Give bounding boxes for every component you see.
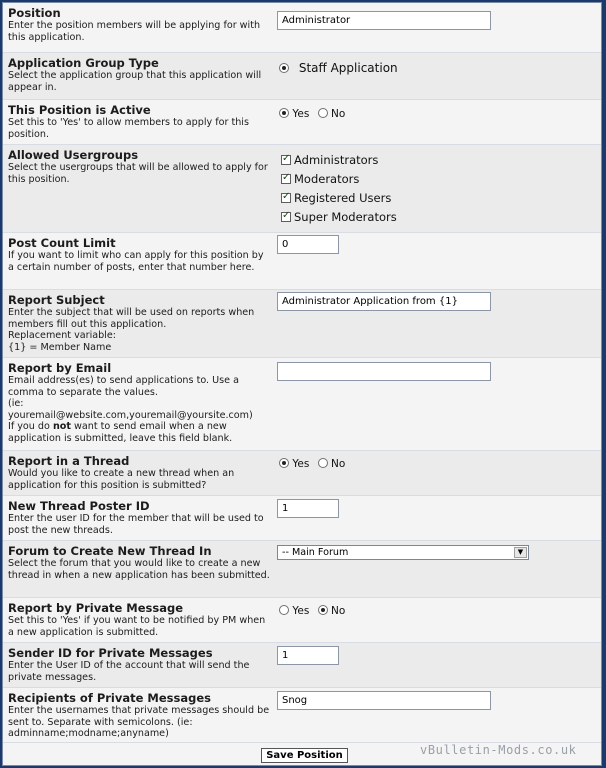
usergroup-administrators[interactable]: ✓Administrators — [281, 153, 378, 167]
row-thread-poster — [3, 496, 601, 541]
thread-poster-title: New Thread Poster ID — [8, 499, 150, 513]
active-yes-radio[interactable] — [279, 108, 289, 118]
report-pm-yes-label: Yes — [292, 605, 310, 617]
report-pm-no-radio[interactable] — [318, 605, 328, 615]
checkbox-icon[interactable] — [281, 193, 291, 203]
report-pm-desc: Set this to 'Yes' if you want to be notified by PM when a new application is submitted. — [8, 615, 266, 638]
pm-recipients-title: Recipients of Private Messages — [8, 691, 211, 705]
report-subject-variable-value: {1} = Member Name — [8, 341, 112, 353]
row-pm-recipients — [3, 688, 601, 743]
forum-desc: Select the forum that you would like to create a new thread in when a new application has been submitted. — [8, 558, 270, 581]
report-thread-no-label: No — [330, 458, 346, 470]
group-type-radio[interactable] — [279, 63, 289, 73]
pm-sender-desc: Enter the User ID of the account that will send the private messages. — [8, 660, 250, 683]
report-pm-yes-radio[interactable] — [279, 605, 289, 615]
row-group-type — [3, 53, 601, 100]
report-thread-title: Report in a Thread — [8, 454, 130, 468]
pm-sender-title: Sender ID for Private Messages — [8, 646, 213, 660]
position-title: Position — [8, 6, 61, 20]
report-email-title: Report by Email — [8, 361, 112, 375]
report-email-example: (ie: youremail@website.com,youremail@yoursite.com) — [8, 398, 253, 421]
row-report-subject — [3, 290, 601, 358]
row-post-count — [3, 233, 601, 290]
active-no-radio[interactable] — [318, 108, 328, 118]
usergroup-registered-users[interactable]: ✓Registered Users — [281, 191, 391, 205]
report-thread-desc: Would you like to create a new thread when an application for this position is submitted? — [8, 468, 235, 491]
report-subject-input[interactable]: Administrator Application from {1} — [277, 292, 491, 311]
active-no-label: No — [330, 108, 346, 120]
post-count-input[interactable]: 0 — [277, 235, 339, 254]
position-desc: Enter the position members will be applying for with this application. — [8, 20, 261, 43]
post-count-desc: If you want to limit who can apply for this position by a certain number of posts, enter that number here. — [8, 250, 264, 273]
post-count-title: Post Count Limit — [8, 236, 116, 250]
forum-select[interactable] — [277, 545, 529, 560]
report-pm-title: Report by Private Message — [8, 601, 184, 615]
row-pm-sender — [3, 643, 601, 688]
report-thread-no-radio[interactable] — [318, 458, 328, 468]
row-position — [3, 3, 601, 53]
row-usergroups — [3, 145, 601, 233]
checkbox-icon[interactable] — [281, 174, 291, 184]
report-thread-yes-label: Yes — [292, 458, 310, 470]
pm-recipients-desc: Enter the usernames that private messages should be sent to. Separate with semicolons. (ie: adminname;modname;anyname) — [8, 705, 270, 739]
report-pm-no-label: No — [330, 605, 346, 617]
forum-title: Forum to Create New Thread In — [8, 544, 212, 558]
report-email-input[interactable] — [277, 362, 491, 381]
active-yes-label: Yes — [292, 108, 310, 120]
report-subject-variable: Replacement variable: — [8, 330, 117, 341]
usergroup-moderators[interactable]: ✓Moderators — [281, 172, 359, 186]
save-position-button[interactable]: Save Position — [261, 748, 348, 763]
usergroups-desc: Select the usergroups that will be allowed to apply for this position. — [8, 162, 268, 185]
position-input[interactable]: Administrator — [277, 11, 491, 30]
pm-sender-input[interactable]: 1 — [277, 646, 339, 665]
group-type-option: Staff Application — [298, 61, 398, 75]
pm-recipients-input[interactable]: Snog — [277, 691, 491, 710]
active-desc: Set this to 'Yes' to allow members to apply for this position. — [8, 117, 249, 140]
usergroup-super-moderators[interactable]: ✓Super Moderators — [281, 210, 397, 224]
watermark: vBulletin-Mods.co.uk — [420, 743, 577, 757]
thread-poster-input[interactable]: 1 — [277, 499, 339, 518]
checkbox-icon[interactable] — [281, 212, 291, 222]
forum-select-value: -- Main Forum — [282, 547, 349, 558]
report-thread-yes-radio[interactable] — [279, 458, 289, 468]
row-report-pm — [3, 598, 601, 643]
group-type-desc: Select the application group that this application will appear in. — [8, 70, 262, 93]
report-email-desc: Email address(es) to send applications to. Use a comma to separate the values. — [8, 375, 239, 398]
checkbox-icon[interactable] — [281, 155, 291, 165]
thread-poster-desc: Enter the user ID for the member that will be used to post the new threads. — [8, 513, 264, 536]
usergroups-title: Allowed Usergroups — [8, 148, 139, 162]
active-title: This Position is Active — [8, 103, 151, 117]
application-form — [2, 2, 602, 766]
chevron-down-icon[interactable]: ▼ — [514, 547, 527, 558]
row-report-email — [3, 358, 601, 451]
report-subject-desc: Enter the subject that will be used on reports when members fill out this application. — [8, 307, 255, 330]
row-forum — [3, 541, 601, 598]
report-subject-title: Report Subject — [8, 293, 105, 307]
row-active — [3, 100, 601, 145]
group-type-title: Application Group Type — [8, 56, 159, 70]
report-email-note: If you do not want to send email when a new application is submitted, leave this field blank. — [8, 421, 233, 444]
row-report-thread — [3, 451, 601, 496]
